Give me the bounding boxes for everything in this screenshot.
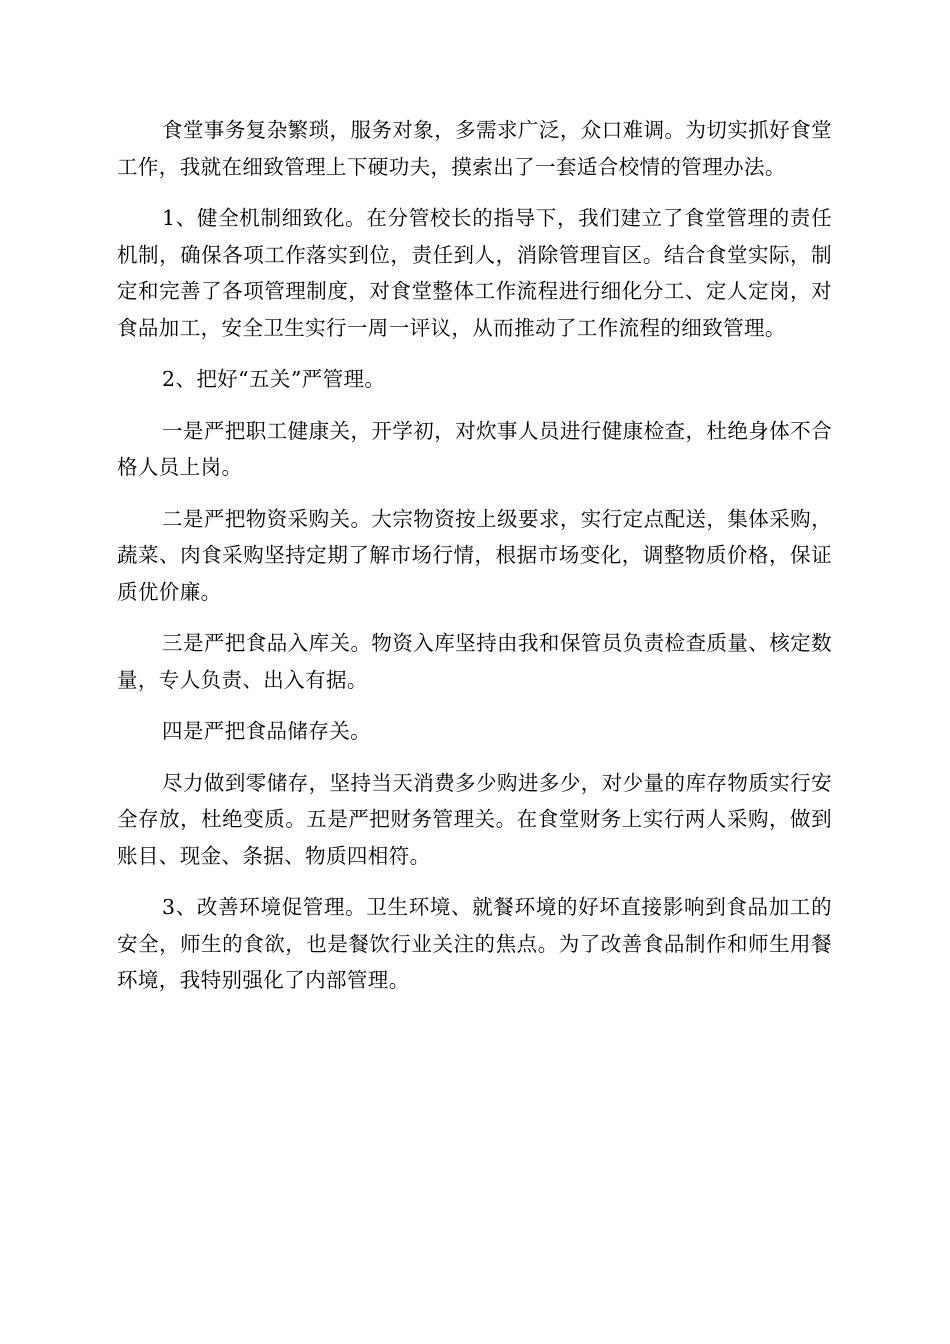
paragraph-section-2-heading: 2、把好“五关”严管理。	[162, 367, 386, 391]
paragraph-intro: 食堂事务复杂繁琐，服务对象，多需求广泛，众口难调。为切实抓好食堂工作，我就在细致管理上下硬功夫，摸索出了一套适合校情的管理办法。	[117, 118, 832, 179]
paragraph-procurement: 二是严把物资采购关。大宗物资按上级要求，实行定点配送，集体采购，蔬菜、肉食采购坚持定期了解市场行情，根据市场变化，调整物质价格，保证质优价廉。	[117, 506, 832, 604]
paragraph-section-1: 1、健全机制细致化。在分管校长的指导下，我们建立了食堂管理的责任机制，确保各项工作落实到位，责任到人，消除管理盲区。结合食堂实际，制定和完善了各项管理制度，对食堂整体工作流程进行细化分工、定人定岗，对食品加工，安全卫生实行一周一评议，从而推动了工作流程的细致管理。	[117, 206, 832, 340]
paragraph-health-check: 一是严把职工健康关，开学初，对炊事人员进行健康检查，杜绝身体不合格人员上岗。	[117, 418, 832, 479]
document-body	[117, 112, 832, 1014]
paragraph-storage-heading: 四是严把食品储存关。	[162, 719, 371, 743]
paragraph-section-3: 3、改善环境促管理。卫生环境、就餐环境的好坏直接影响到食品加工的安全，师生的食欲，也是餐饮行业关注的焦点。为了改善食品制作和师生用餐环境，我特别强化了内部管理。	[117, 895, 832, 992]
paragraph-warehousing: 三是严把食品入库关。物资入库坚持由我和保管员负责检查质量、核定数量，专人负责、出入有据。	[117, 631, 832, 692]
paragraph-storage-finance: 尽力做到零储存，坚持当天消费多少购进多少，对少量的库存物质实行安全存放，杜绝变质。五是严把财务管理关。在食堂财务上实行两人采购，做到账目、现金、条据、物质四相符。	[117, 770, 832, 868]
